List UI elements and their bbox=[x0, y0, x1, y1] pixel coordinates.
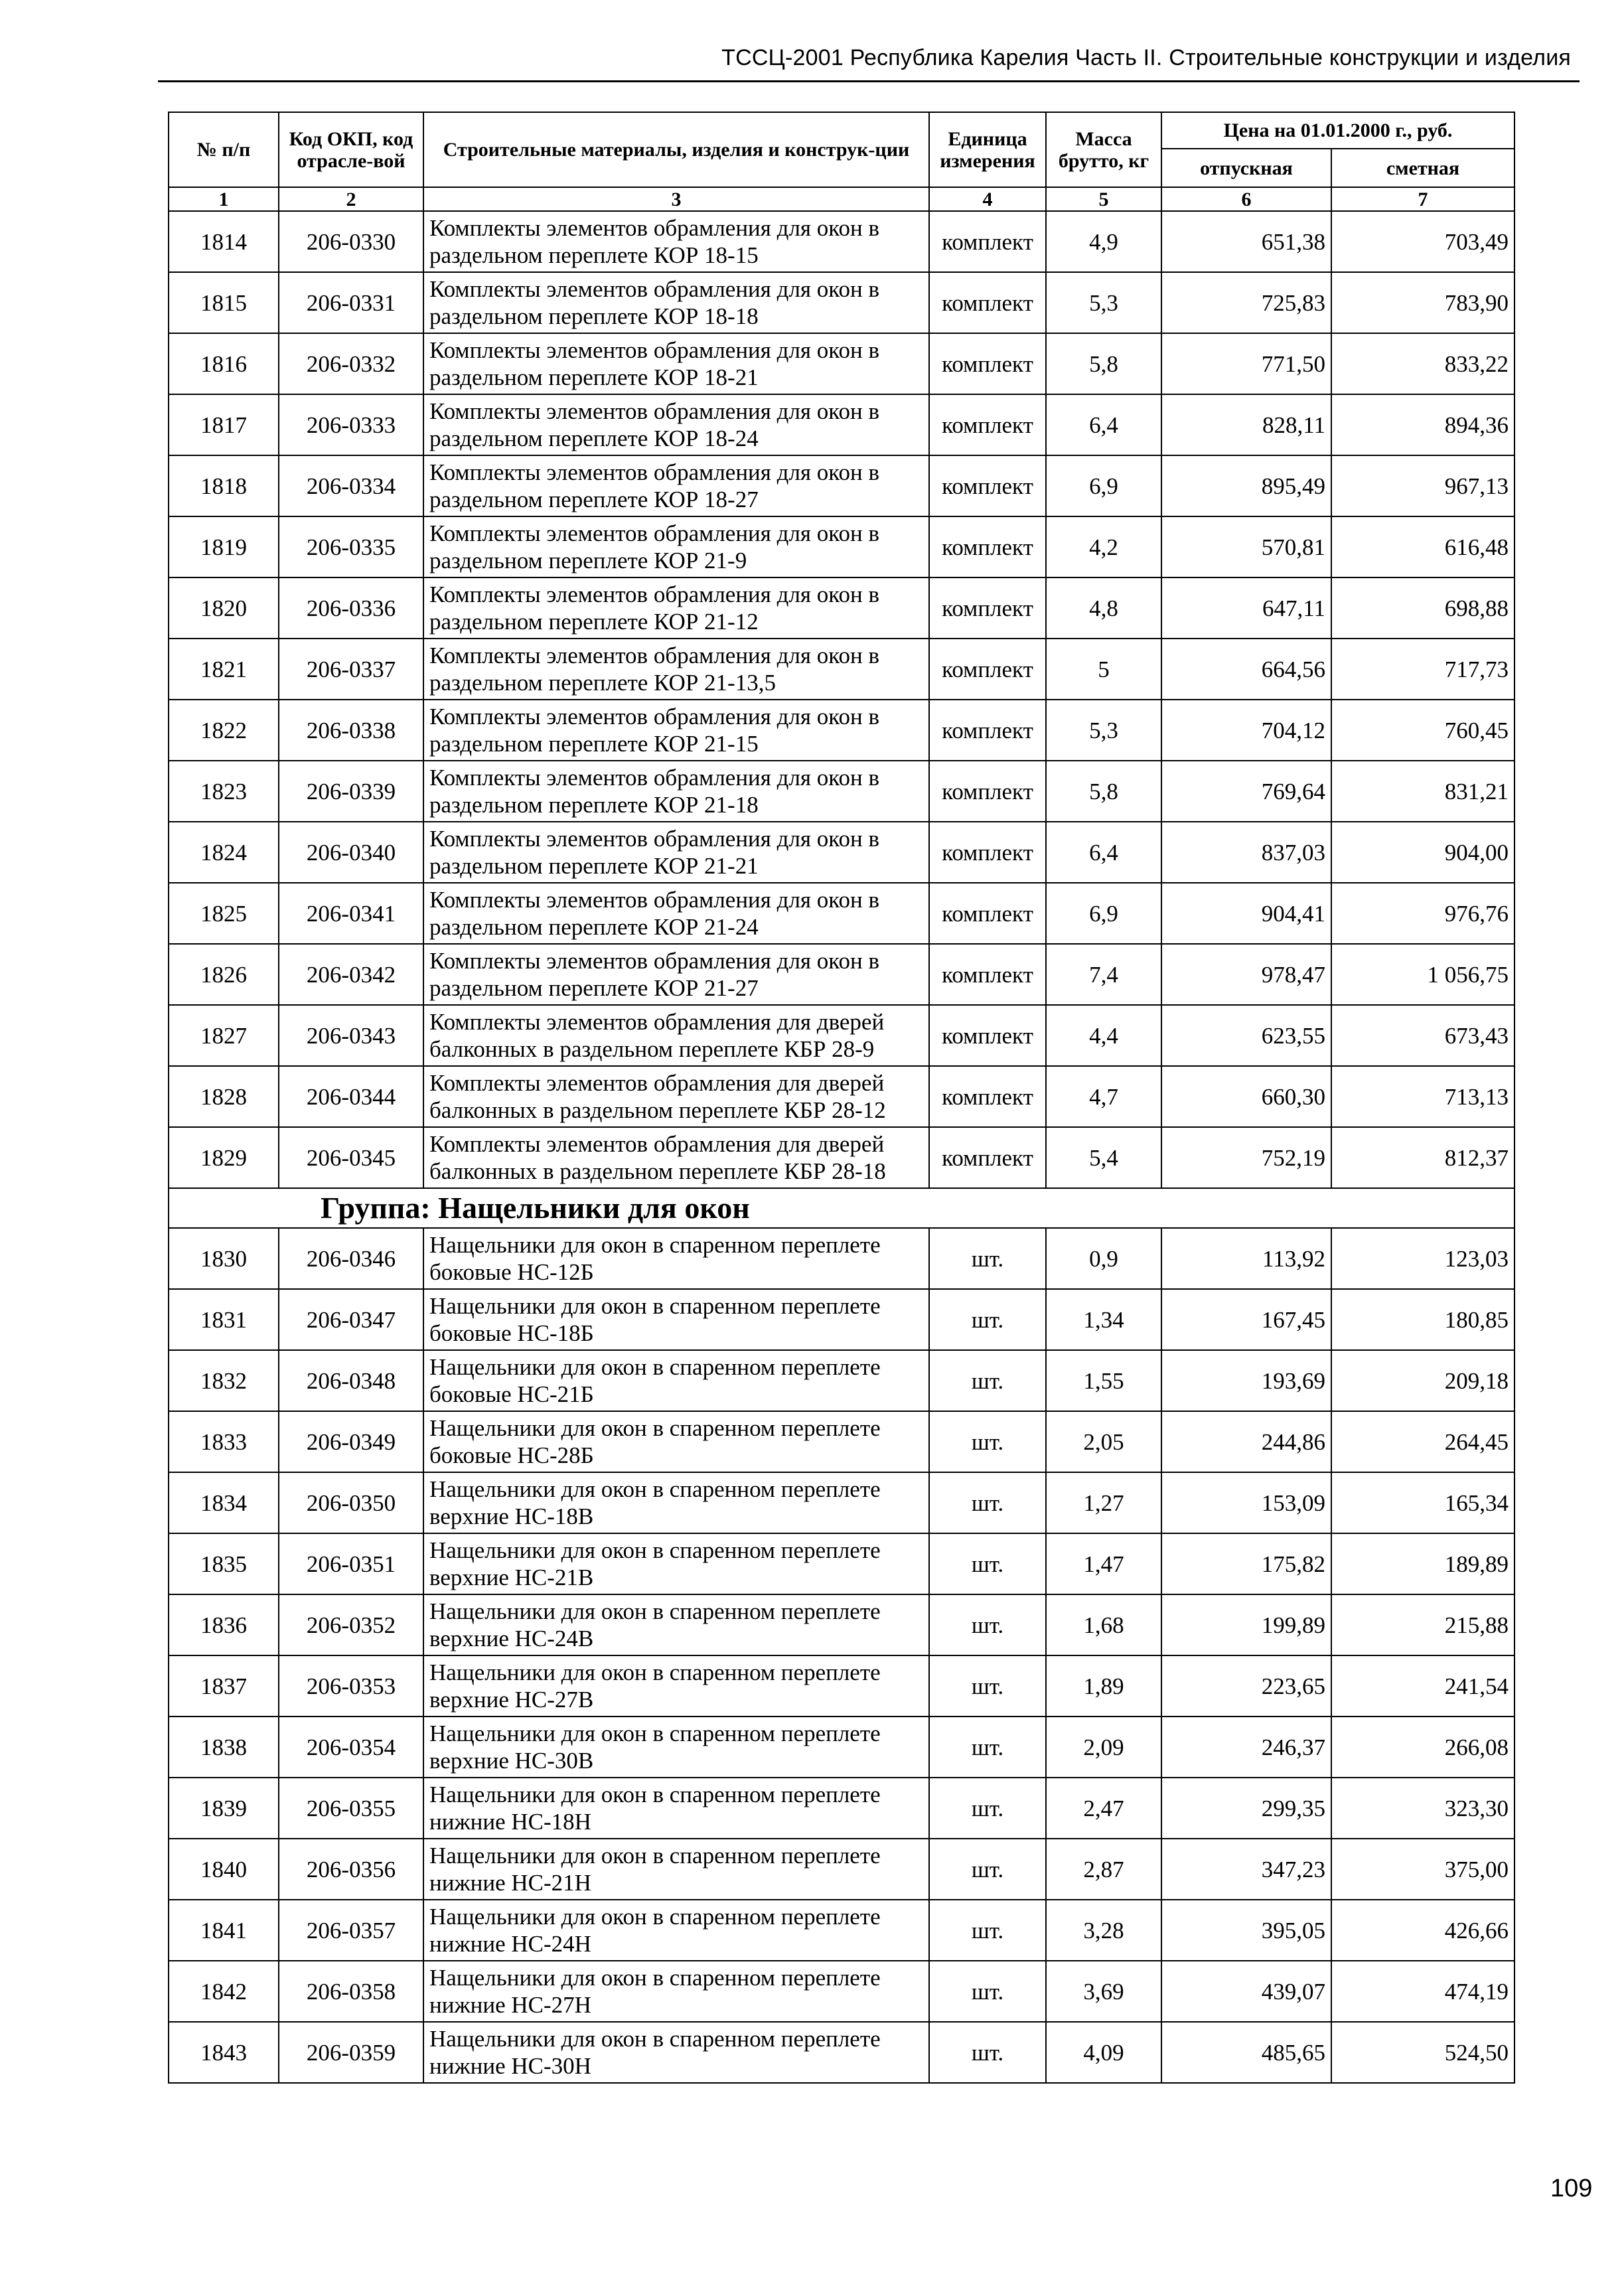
price-estimate: 904,00 bbox=[1331, 822, 1514, 883]
gross-mass: 6,9 bbox=[1046, 883, 1161, 944]
item-name: Нащельники для окон в спаренном переплете боковые НС-12Б bbox=[423, 1228, 929, 1289]
okp-code: 206-0334 bbox=[279, 455, 423, 516]
row-number: 1841 bbox=[169, 1900, 279, 1961]
table-row bbox=[169, 1778, 1514, 1839]
gross-mass: 4,2 bbox=[1046, 516, 1161, 577]
row-number: 1819 bbox=[169, 516, 279, 577]
table-row bbox=[169, 577, 1514, 639]
group-row bbox=[169, 1188, 1514, 1228]
okp-code: 206-0338 bbox=[279, 700, 423, 761]
unit-of-measure: комплект bbox=[929, 394, 1046, 455]
price-release: 837,03 bbox=[1161, 822, 1331, 883]
row-number: 1835 bbox=[169, 1533, 279, 1594]
price-table bbox=[168, 112, 1515, 2084]
unit-of-measure: шт. bbox=[929, 1717, 1046, 1778]
price-release: 223,65 bbox=[1161, 1655, 1331, 1717]
gross-mass: 5,3 bbox=[1046, 700, 1161, 761]
okp-code: 206-0343 bbox=[279, 1005, 423, 1066]
okp-code: 206-0344 bbox=[279, 1066, 423, 1127]
column-number: 6 bbox=[1161, 187, 1331, 211]
table-row bbox=[169, 272, 1514, 333]
item-name: Комплекты элементов обрамления для дверей балконных в раздельном переплете КБР 28-18 bbox=[423, 1127, 929, 1188]
row-number: 1839 bbox=[169, 1778, 279, 1839]
price-estimate: 264,45 bbox=[1331, 1411, 1514, 1472]
item-name: Комплекты элементов обрамления для окон в раздельном переплете КОР 21-12 bbox=[423, 577, 929, 639]
price-estimate: 967,13 bbox=[1331, 455, 1514, 516]
price-release: 651,38 bbox=[1161, 211, 1331, 272]
okp-code: 206-0357 bbox=[279, 1900, 423, 1961]
gross-mass: 1,47 bbox=[1046, 1533, 1161, 1594]
price-release: 570,81 bbox=[1161, 516, 1331, 577]
price-release: 193,69 bbox=[1161, 1350, 1331, 1411]
row-number: 1824 bbox=[169, 822, 279, 883]
table-row bbox=[169, 1472, 1514, 1533]
row-number: 1832 bbox=[169, 1350, 279, 1411]
price-estimate: 266,08 bbox=[1331, 1717, 1514, 1778]
table-row bbox=[169, 1289, 1514, 1350]
price-release: 485,65 bbox=[1161, 2022, 1331, 2083]
okp-code: 206-0352 bbox=[279, 1594, 423, 1655]
okp-code: 206-0342 bbox=[279, 944, 423, 1005]
gross-mass: 1,27 bbox=[1046, 1472, 1161, 1533]
row-number: 1827 bbox=[169, 1005, 279, 1066]
item-name: Нащельники для окон в спаренном переплете верхние НС-24В bbox=[423, 1594, 929, 1655]
row-number: 1820 bbox=[169, 577, 279, 639]
okp-code: 206-0346 bbox=[279, 1228, 423, 1289]
okp-code: 206-0336 bbox=[279, 577, 423, 639]
table-row bbox=[169, 1717, 1514, 1778]
okp-code: 206-0351 bbox=[279, 1533, 423, 1594]
item-name: Комплекты элементов обрамления для окон в раздельном переплете КОР 21-15 bbox=[423, 700, 929, 761]
okp-code: 206-0339 bbox=[279, 761, 423, 822]
column-number: 4 bbox=[929, 187, 1046, 211]
gross-mass: 4,09 bbox=[1046, 2022, 1161, 2083]
gross-mass: 0,9 bbox=[1046, 1228, 1161, 1289]
gross-mass: 4,7 bbox=[1046, 1066, 1161, 1127]
item-name: Нащельники для окон в спаренном переплете верхние НС-30В bbox=[423, 1717, 929, 1778]
price-estimate: 375,00 bbox=[1331, 1839, 1514, 1900]
unit-of-measure: шт. bbox=[929, 1411, 1046, 1472]
okp-code: 206-0350 bbox=[279, 1472, 423, 1533]
item-name: Нащельники для окон в спаренном переплете боковые НС-21Б bbox=[423, 1350, 929, 1411]
gross-mass: 1,34 bbox=[1046, 1289, 1161, 1350]
row-number: 1829 bbox=[169, 1127, 279, 1188]
header-unit: Единица измерения bbox=[929, 112, 1046, 187]
header-code: Код ОКП, код отрасле-вой bbox=[279, 112, 423, 187]
column-number: 2 bbox=[279, 187, 423, 211]
price-estimate: 760,45 bbox=[1331, 700, 1514, 761]
item-name: Нащельники для окон в спаренном переплете верхние НС-21В bbox=[423, 1533, 929, 1594]
item-name: Комплекты элементов обрамления для окон в раздельном переплете КОР 21-9 bbox=[423, 516, 929, 577]
price-estimate: 323,30 bbox=[1331, 1778, 1514, 1839]
price-estimate: 713,13 bbox=[1331, 1066, 1514, 1127]
row-number: 1814 bbox=[169, 211, 279, 272]
table-row bbox=[169, 1839, 1514, 1900]
unit-of-measure: комплект bbox=[929, 1127, 1046, 1188]
gross-mass: 5,4 bbox=[1046, 1127, 1161, 1188]
price-estimate: 673,43 bbox=[1331, 1005, 1514, 1066]
gross-mass: 5,3 bbox=[1046, 272, 1161, 333]
price-estimate: 474,19 bbox=[1331, 1961, 1514, 2022]
unit-of-measure: шт. bbox=[929, 1289, 1046, 1350]
okp-code: 206-0331 bbox=[279, 272, 423, 333]
unit-of-measure: комплект bbox=[929, 455, 1046, 516]
unit-of-measure: комплект bbox=[929, 1005, 1046, 1066]
gross-mass: 1,89 bbox=[1046, 1655, 1161, 1717]
item-name: Комплекты элементов обрамления для окон в раздельном переплете КОР 21-21 bbox=[423, 822, 929, 883]
price-release: 771,50 bbox=[1161, 333, 1331, 394]
unit-of-measure: шт. bbox=[929, 1228, 1046, 1289]
unit-of-measure: шт. bbox=[929, 2022, 1046, 2083]
table-row bbox=[169, 1900, 1514, 1961]
price-release: 439,07 bbox=[1161, 1961, 1331, 2022]
row-number: 1843 bbox=[169, 2022, 279, 2083]
table-row bbox=[169, 1594, 1514, 1655]
price-estimate: 717,73 bbox=[1331, 639, 1514, 700]
row-number: 1821 bbox=[169, 639, 279, 700]
row-number: 1837 bbox=[169, 1655, 279, 1717]
table-row bbox=[169, 1350, 1514, 1411]
price-estimate: 524,50 bbox=[1331, 2022, 1514, 2083]
item-name: Комплекты элементов обрамления для окон в раздельном переплете КОР 21-18 bbox=[423, 761, 929, 822]
table-row bbox=[169, 761, 1514, 822]
gross-mass: 4,4 bbox=[1046, 1005, 1161, 1066]
table-row bbox=[169, 1228, 1514, 1289]
unit-of-measure: комплект bbox=[929, 333, 1046, 394]
unit-of-measure: шт. bbox=[929, 1839, 1046, 1900]
table-row bbox=[169, 455, 1514, 516]
header-num: № п/п bbox=[169, 112, 279, 187]
unit-of-measure: комплект bbox=[929, 577, 1046, 639]
table-row bbox=[169, 1066, 1514, 1127]
unit-of-measure: комплект bbox=[929, 700, 1046, 761]
column-number: 7 bbox=[1331, 187, 1514, 211]
header-price-estimate: сметная bbox=[1331, 149, 1514, 187]
gross-mass: 5 bbox=[1046, 639, 1161, 700]
price-estimate: 831,21 bbox=[1331, 761, 1514, 822]
okp-code: 206-0330 bbox=[279, 211, 423, 272]
row-number: 1818 bbox=[169, 455, 279, 516]
header-price-group: Цена на 01.01.2000 г., руб. bbox=[1161, 112, 1514, 149]
gross-mass: 1,68 bbox=[1046, 1594, 1161, 1655]
gross-mass: 1,55 bbox=[1046, 1350, 1161, 1411]
unit-of-measure: шт. bbox=[929, 1900, 1046, 1961]
price-release: 828,11 bbox=[1161, 394, 1331, 455]
item-name: Нащельники для окон в спаренном переплете верхние НС-27В bbox=[423, 1655, 929, 1717]
price-estimate: 783,90 bbox=[1331, 272, 1514, 333]
header-rule bbox=[158, 80, 1580, 82]
row-number: 1822 bbox=[169, 700, 279, 761]
okp-code: 206-0359 bbox=[279, 2022, 423, 2083]
price-estimate: 812,37 bbox=[1331, 1127, 1514, 1188]
price-release: 769,64 bbox=[1161, 761, 1331, 822]
row-number: 1840 bbox=[169, 1839, 279, 1900]
unit-of-measure: комплект bbox=[929, 883, 1046, 944]
unit-of-measure: шт. bbox=[929, 1350, 1046, 1411]
price-release: 623,55 bbox=[1161, 1005, 1331, 1066]
table-row bbox=[169, 1961, 1514, 2022]
table-row bbox=[169, 1655, 1514, 1717]
table-row bbox=[169, 333, 1514, 394]
price-estimate: 165,34 bbox=[1331, 1472, 1514, 1533]
row-number: 1815 bbox=[169, 272, 279, 333]
item-name: Нащельники для окон в спаренном переплете нижние НС-24Н bbox=[423, 1900, 929, 1961]
gross-mass: 2,09 bbox=[1046, 1717, 1161, 1778]
unit-of-measure: комплект bbox=[929, 761, 1046, 822]
table-row bbox=[169, 822, 1514, 883]
item-name: Нащельники для окон в спаренном переплете нижние НС-27Н bbox=[423, 1961, 929, 2022]
price-release: 660,30 bbox=[1161, 1066, 1331, 1127]
unit-of-measure: комплект bbox=[929, 822, 1046, 883]
unit-of-measure: комплект bbox=[929, 272, 1046, 333]
table-row bbox=[169, 394, 1514, 455]
price-estimate: 833,22 bbox=[1331, 333, 1514, 394]
group-title: Группа: Нащельники для окон bbox=[169, 1188, 1514, 1228]
header-name: Строительные материалы, изделия и конструк-ции bbox=[423, 112, 929, 187]
unit-of-measure: комплект bbox=[929, 516, 1046, 577]
price-estimate: 894,36 bbox=[1331, 394, 1514, 455]
price-release: 895,49 bbox=[1161, 455, 1331, 516]
item-name: Комплекты элементов обрамления для дверей балконных в раздельном переплете КБР 28-9 bbox=[423, 1005, 929, 1066]
gross-mass: 4,8 bbox=[1046, 577, 1161, 639]
gross-mass: 2,87 bbox=[1046, 1839, 1161, 1900]
item-name: Комплекты элементов обрамления для окон в раздельном переплете КОР 18-18 bbox=[423, 272, 929, 333]
price-release: 904,41 bbox=[1161, 883, 1331, 944]
item-name: Комплекты элементов обрамления для окон в раздельном переплете КОР 21-24 bbox=[423, 883, 929, 944]
okp-code: 206-0347 bbox=[279, 1289, 423, 1350]
price-estimate: 976,76 bbox=[1331, 883, 1514, 944]
price-release: 246,37 bbox=[1161, 1717, 1331, 1778]
price-release: 167,45 bbox=[1161, 1289, 1331, 1350]
table-header bbox=[169, 112, 1514, 211]
okp-code: 206-0341 bbox=[279, 883, 423, 944]
table-row bbox=[169, 2022, 1514, 2083]
item-name: Комплекты элементов обрамления для окон в раздельном переплете КОР 21-13,5 bbox=[423, 639, 929, 700]
unit-of-measure: шт. bbox=[929, 1594, 1046, 1655]
row-number: 1825 bbox=[169, 883, 279, 944]
table-row bbox=[169, 700, 1514, 761]
price-release: 395,05 bbox=[1161, 1900, 1331, 1961]
price-release: 725,83 bbox=[1161, 272, 1331, 333]
row-number: 1828 bbox=[169, 1066, 279, 1127]
price-release: 299,35 bbox=[1161, 1778, 1331, 1839]
okp-code: 206-0345 bbox=[279, 1127, 423, 1188]
price-release: 647,11 bbox=[1161, 577, 1331, 639]
row-number: 1836 bbox=[169, 1594, 279, 1655]
table-row bbox=[169, 1411, 1514, 1472]
header-price-release: отпускная bbox=[1161, 149, 1331, 187]
price-estimate: 1 056,75 bbox=[1331, 944, 1514, 1005]
column-number: 3 bbox=[423, 187, 929, 211]
okp-code: 206-0340 bbox=[279, 822, 423, 883]
item-name: Нащельники для окон в спаренном переплете боковые НС-18Б bbox=[423, 1289, 929, 1350]
okp-code: 206-0348 bbox=[279, 1350, 423, 1411]
okp-code: 206-0353 bbox=[279, 1655, 423, 1717]
price-release: 244,86 bbox=[1161, 1411, 1331, 1472]
okp-code: 206-0332 bbox=[279, 333, 423, 394]
row-number: 1842 bbox=[169, 1961, 279, 2022]
gross-mass: 6,4 bbox=[1046, 822, 1161, 883]
gross-mass: 2,05 bbox=[1046, 1411, 1161, 1472]
table-row bbox=[169, 883, 1514, 944]
row-number: 1838 bbox=[169, 1717, 279, 1778]
table-body bbox=[169, 211, 1514, 2083]
row-number: 1830 bbox=[169, 1228, 279, 1289]
row-number: 1834 bbox=[169, 1472, 279, 1533]
price-release: 704,12 bbox=[1161, 700, 1331, 761]
column-numbers-row bbox=[169, 187, 1514, 211]
unit-of-measure: комплект bbox=[929, 1066, 1046, 1127]
price-estimate: 215,88 bbox=[1331, 1594, 1514, 1655]
page-number: 109 bbox=[1550, 2175, 1593, 2202]
okp-code: 206-0354 bbox=[279, 1717, 423, 1778]
unit-of-measure: комплект bbox=[929, 944, 1046, 1005]
price-release: 978,47 bbox=[1161, 944, 1331, 1005]
price-release: 153,09 bbox=[1161, 1472, 1331, 1533]
table-row bbox=[169, 516, 1514, 577]
price-estimate: 426,66 bbox=[1331, 1900, 1514, 1961]
table-row bbox=[169, 1533, 1514, 1594]
price-release: 175,82 bbox=[1161, 1533, 1331, 1594]
okp-code: 206-0337 bbox=[279, 639, 423, 700]
row-number: 1833 bbox=[169, 1411, 279, 1472]
item-name: Комплекты элементов обрамления для окон в раздельном переплете КОР 18-21 bbox=[423, 333, 929, 394]
price-estimate: 703,49 bbox=[1331, 211, 1514, 272]
price-estimate: 241,54 bbox=[1331, 1655, 1514, 1717]
unit-of-measure: шт. bbox=[929, 1472, 1046, 1533]
running-header: ТССЦ-2001 Республика Карелия Часть II. Строительные конструкции и изделия bbox=[721, 45, 1571, 70]
item-name: Нащельники для окон в спаренном переплете нижние НС-21Н bbox=[423, 1839, 929, 1900]
unit-of-measure: шт. bbox=[929, 1778, 1046, 1839]
price-estimate: 616,48 bbox=[1331, 516, 1514, 577]
row-number: 1831 bbox=[169, 1289, 279, 1350]
gross-mass: 3,69 bbox=[1046, 1961, 1161, 2022]
price-release: 752,19 bbox=[1161, 1127, 1331, 1188]
okp-code: 206-0358 bbox=[279, 1961, 423, 2022]
table-row bbox=[169, 211, 1514, 272]
price-estimate: 209,18 bbox=[1331, 1350, 1514, 1411]
gross-mass: 6,4 bbox=[1046, 394, 1161, 455]
price-estimate: 698,88 bbox=[1331, 577, 1514, 639]
gross-mass: 2,47 bbox=[1046, 1778, 1161, 1839]
gross-mass: 3,28 bbox=[1046, 1900, 1161, 1961]
item-name: Комплекты элементов обрамления для окон в раздельном переплете КОР 18-27 bbox=[423, 455, 929, 516]
okp-code: 206-0333 bbox=[279, 394, 423, 455]
gross-mass: 4,9 bbox=[1046, 211, 1161, 272]
price-estimate: 189,89 bbox=[1331, 1533, 1514, 1594]
price-estimate: 123,03 bbox=[1331, 1228, 1514, 1289]
table-row bbox=[169, 1005, 1514, 1066]
okp-code: 206-0356 bbox=[279, 1839, 423, 1900]
table-row bbox=[169, 1127, 1514, 1188]
unit-of-measure: шт. bbox=[929, 1961, 1046, 2022]
table-row bbox=[169, 944, 1514, 1005]
table-row bbox=[169, 639, 1514, 700]
item-name: Нащельники для окон в спаренном переплете верхние НС-18В bbox=[423, 1472, 929, 1533]
price-estimate: 180,85 bbox=[1331, 1289, 1514, 1350]
price-release: 199,89 bbox=[1161, 1594, 1331, 1655]
okp-code: 206-0335 bbox=[279, 516, 423, 577]
price-release: 347,23 bbox=[1161, 1839, 1331, 1900]
gross-mass: 5,8 bbox=[1046, 333, 1161, 394]
item-name: Нащельники для окон в спаренном переплете нижние НС-30Н bbox=[423, 2022, 929, 2083]
row-number: 1816 bbox=[169, 333, 279, 394]
gross-mass: 5,8 bbox=[1046, 761, 1161, 822]
item-name: Нащельники для окон в спаренном переплете нижние НС-18Н bbox=[423, 1778, 929, 1839]
item-name: Комплекты элементов обрамления для дверей балконных в раздельном переплете КБР 28-12 bbox=[423, 1066, 929, 1127]
unit-of-measure: шт. bbox=[929, 1533, 1046, 1594]
item-name: Комплекты элементов обрамления для окон в раздельном переплете КОР 21-27 bbox=[423, 944, 929, 1005]
gross-mass: 7,4 bbox=[1046, 944, 1161, 1005]
price-release: 113,92 bbox=[1161, 1228, 1331, 1289]
unit-of-measure: комплект bbox=[929, 639, 1046, 700]
row-number: 1817 bbox=[169, 394, 279, 455]
column-number: 5 bbox=[1046, 187, 1161, 211]
okp-code: 206-0349 bbox=[279, 1411, 423, 1472]
row-number: 1823 bbox=[169, 761, 279, 822]
unit-of-measure: шт. bbox=[929, 1655, 1046, 1717]
row-number: 1826 bbox=[169, 944, 279, 1005]
okp-code: 206-0355 bbox=[279, 1778, 423, 1839]
unit-of-measure: комплект bbox=[929, 211, 1046, 272]
price-release: 664,56 bbox=[1161, 639, 1331, 700]
header-mass: Масса брутто, кг bbox=[1046, 112, 1161, 187]
item-name: Комплекты элементов обрамления для окон в раздельном переплете КОР 18-15 bbox=[423, 211, 929, 272]
gross-mass: 6,9 bbox=[1046, 455, 1161, 516]
item-name: Комплекты элементов обрамления для окон в раздельном переплете КОР 18-24 bbox=[423, 394, 929, 455]
column-number: 1 bbox=[169, 187, 279, 211]
item-name: Нащельники для окон в спаренном переплете боковые НС-28Б bbox=[423, 1411, 929, 1472]
